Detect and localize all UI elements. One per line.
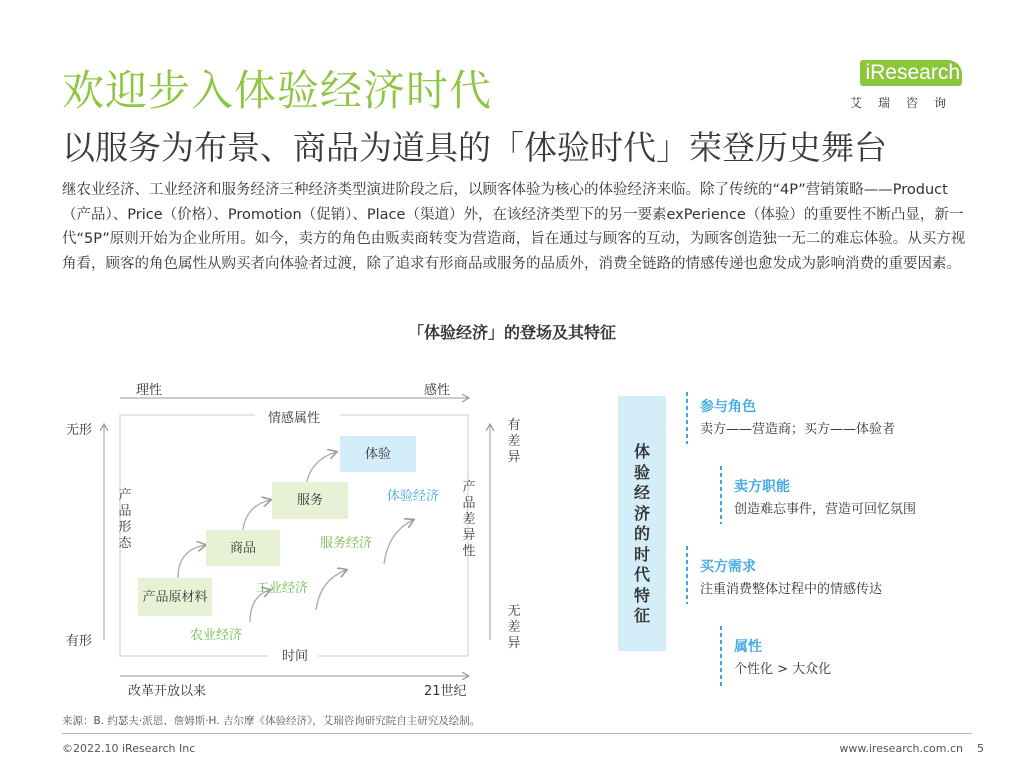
stage-arrow-3 [306, 452, 336, 486]
bottom-axis-right-label: 21世纪 [424, 684, 467, 699]
feature-title-1: 参与角色 [700, 399, 756, 415]
economy-label-service: 服务经济 [320, 536, 373, 551]
bottom-axis-left-label: 改革开放以来 [128, 684, 207, 699]
stage-arrow-2 [243, 500, 270, 530]
feature-desc-4: 个性化 > 大众化 [734, 662, 832, 677]
left-axis-bottom-label: 有形 [66, 634, 93, 649]
stage-box-service: 服务 [272, 482, 348, 519]
time-label: 时间 [282, 649, 309, 664]
page-title: 欢迎步入体验经济时代 [62, 66, 493, 115]
feature-desc-3: 注重消费整体过程中的情感传达 [700, 582, 883, 597]
stage-box-experience: 体验 [340, 436, 416, 472]
stage-arrow-5 [384, 520, 413, 564]
feature-title-2: 卖方职能 [734, 479, 790, 495]
page-subtitle: 以服务为布景、商品为道具的「体验时代」荣登历史舞台 [62, 128, 887, 167]
footer-url-page: www.iresearch.com.cn 5 [839, 742, 984, 755]
footer-copyright: ©2022.10 iResearch Inc [62, 742, 196, 755]
stage-arrow-4 [316, 570, 346, 610]
right-axis-middle-label: 产品差异性 [462, 480, 476, 559]
footer-divider [62, 733, 972, 734]
feature-desc-1: 卖方——营造商；买方——体验者 [700, 422, 896, 437]
logo-text: iResearch [865, 61, 960, 84]
stage-box-raw-material: 产品原材料 [138, 578, 212, 616]
top-axis-left-label: 理性 [136, 383, 163, 398]
diagram-title: 「体验经济」的登场及其特征 [407, 323, 616, 342]
source-note: 来源：B. 约瑟夫·派恩、詹姆斯·H. 吉尔摩《体验经济》，艾瑞咨询研究院自主研究及绘制。 [62, 715, 481, 727]
economy-label-agriculture: 农业经济 [190, 628, 243, 643]
economy-label-industry: 工业经济 [256, 581, 309, 596]
feature-title-4: 属性 [734, 639, 762, 655]
feature-desc-2: 创造难忘事件，营造可回忆氛围 [734, 502, 917, 517]
left-axis-middle-label: 产品形态 [118, 488, 132, 551]
features-panel-title-text: 体验经济的时代特征 [633, 442, 650, 625]
stage-box-goods: 商品 [206, 530, 280, 566]
emotion-label: 情感属性 [268, 411, 321, 426]
logo-cn-text: 艾瑞咨询 [849, 96, 962, 110]
features-panel-title [618, 396, 666, 651]
intro-paragraph: 继农业经济、工业经济和服务经济三种经济类型演进阶段之后，以顾客体验为核心的体验经济来临。除了传统的“4P”营销策略——Product（产品）、Price（价格）、Promotion（促销）、Place（渠道）外，在该经济类型下的另一要素exPerience（体验）的重要性不断凸显，新一代“5P”原则开始为企业所用。如今，卖方的角色由贩卖商转变为营造商，旨在通过与顾客的互动，为顾客创造独一无二的难忘体验。从买方视角看，顾客的角色属性从购买者向体验者过渡，除了追求有形商品或服务的品质外，消费全链路的情感传递也愈发成为影响消费的重要因素。 [62, 182, 966, 272]
right-axis-bottom-label: 无差异 [507, 604, 521, 651]
top-axis-right-label: 感性 [424, 383, 451, 398]
feature-title-3: 买方需求 [700, 559, 756, 575]
right-axis-top-label: 有差异 [507, 418, 521, 465]
left-axis-top-label: 无形 [66, 423, 93, 438]
economy-label-experience: 体验经济 [387, 489, 440, 504]
stage-arrow-1 [178, 545, 205, 578]
